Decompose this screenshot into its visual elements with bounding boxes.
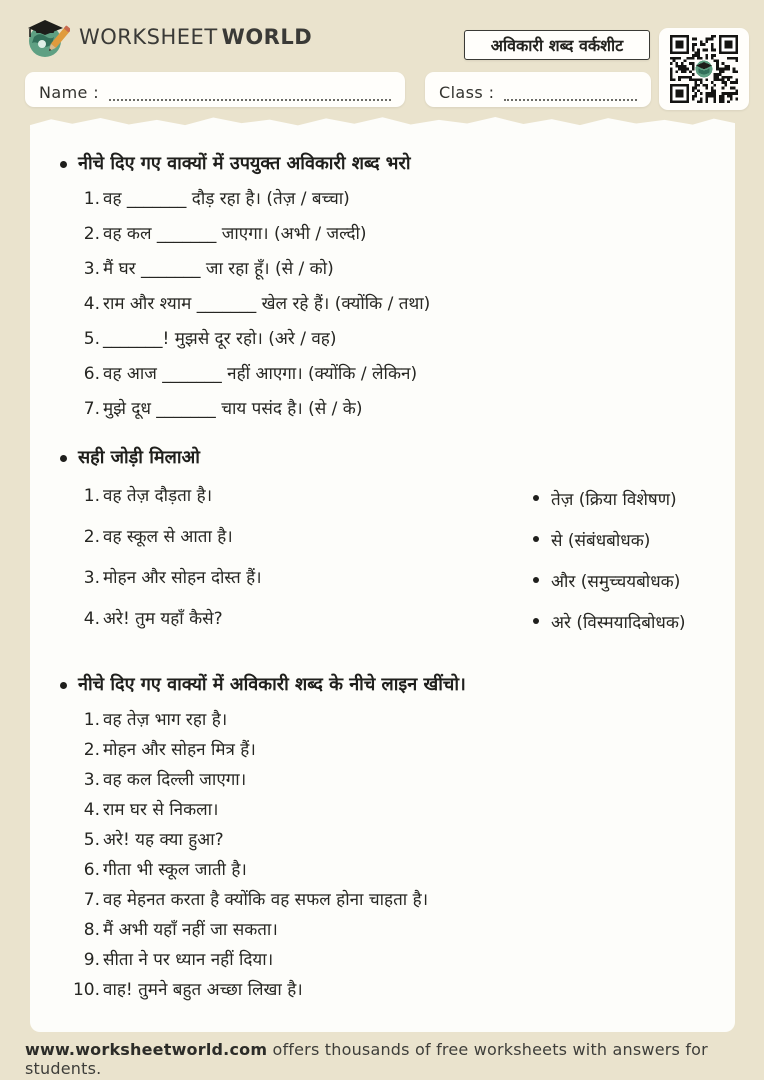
item-number: 3. [83, 259, 100, 279]
brand-word1: WORKSHEET [79, 25, 218, 49]
qr-code-icon [670, 35, 738, 103]
list-item [70, 291, 709, 326]
footer-text: offers thousands of free worksheets with answers for students. [25, 1040, 708, 1078]
item-text: अरे (विस्मयादिबोधक) [551, 612, 686, 633]
item-number: 2. [83, 740, 100, 760]
item-text: और (समुच्चयबोधक) [551, 571, 681, 592]
item-text: राम और श्याम _______ खेल रहे हैं। (क्योंकि / तथा) [103, 294, 431, 314]
bullet-icon [60, 455, 67, 462]
list-item [70, 947, 709, 977]
section-1-items [70, 186, 709, 431]
brand-name [79, 25, 312, 49]
qr-code [659, 28, 749, 110]
item-text: सीता ने पर ध्यान नहीं दिया। [103, 950, 274, 970]
item-text: वह आज _______ नहीं आएगा। (क्योंकि / लेकिन) [103, 364, 418, 384]
item-number: 3. [83, 770, 100, 790]
item-number: 1. [83, 710, 100, 730]
list-item [70, 256, 709, 291]
section-3-head [60, 672, 709, 698]
match-left-item [70, 483, 533, 506]
item-number: 9. [83, 950, 100, 970]
worksheetworld-logo-icon [22, 13, 70, 61]
item-text: से (संबंधबोधक) [551, 530, 651, 551]
item-number: 5. [83, 329, 100, 349]
list-item [70, 767, 709, 797]
item-text: वह मेहनत करता है क्योंकि वह सफल होना चाहता है। [103, 890, 429, 910]
name-input-line[interactable] [109, 97, 391, 101]
section-2-head [60, 445, 709, 471]
section-match-pairs [60, 445, 709, 647]
item-number: 1. [83, 189, 100, 209]
list-item [70, 707, 709, 737]
list-item [70, 857, 709, 887]
item-text: अरे! तुम यहाँ कैसे? [103, 609, 223, 629]
footer-site-link[interactable]: www.worksheetworld.com [25, 1040, 268, 1059]
item-text: मोहन और सोहन दोस्त हैं। [103, 568, 262, 588]
list-item [70, 361, 709, 396]
item-text: वह कल दिल्ली जाएगा। [103, 770, 247, 790]
item-text: मोहन और सोहन मित्र हैं। [103, 740, 256, 760]
bullet-icon [60, 161, 67, 168]
section-1-head [60, 151, 709, 177]
item-number: 8. [83, 920, 100, 940]
match-right-item [533, 569, 680, 592]
item-number: 7. [83, 890, 100, 910]
section-underline-words [60, 672, 709, 1007]
bullet-icon [60, 682, 67, 689]
list-item [70, 737, 709, 767]
item-number: 4. [83, 609, 100, 629]
item-text: वह तेज़ दौड़ता है। [103, 486, 213, 506]
item-number: 4. [83, 294, 100, 314]
match-right-item [533, 610, 686, 633]
item-number: 5. [83, 830, 100, 850]
item-text: वाह! तुमने बहुत अच्छा लिखा है। [103, 980, 303, 1000]
list-item [70, 827, 709, 857]
bullet-icon [533, 536, 539, 542]
item-text: वह कल _______ जाएगा। (अभी / जल्दी) [103, 224, 367, 244]
item-number: 6. [83, 364, 100, 384]
list-item [70, 887, 709, 917]
bullet-icon [533, 495, 539, 501]
class-input-line[interactable] [504, 97, 637, 101]
item-number: 1. [83, 486, 100, 506]
item-text: मैं अभी यहाँ नहीं जा सकता। [103, 920, 278, 940]
section-fill-blanks [60, 151, 709, 431]
list-item [70, 977, 709, 1007]
match-row [60, 565, 709, 606]
item-text: वह तेज़ भाग रहा है। [103, 710, 228, 730]
list-item [70, 326, 709, 361]
name-field [25, 72, 405, 107]
item-number: 2. [83, 224, 100, 244]
list-item [70, 186, 709, 221]
item-text: गीता भी स्कूल जाती है। [103, 860, 247, 880]
brand [22, 13, 312, 61]
match-right-item [533, 487, 677, 510]
bullet-icon [533, 618, 539, 624]
list-item [70, 396, 709, 431]
section-2-heading: सही जोड़ी मिलाओ [78, 447, 200, 468]
item-text: वह _______ दौड़ रहा है। (तेज़ / बच्चा) [103, 189, 350, 209]
match-row [60, 606, 709, 647]
item-number: 6. [83, 860, 100, 880]
item-number: 10. [72, 980, 100, 1000]
item-text: मैं घर _______ जा रहा हूँ। (से / को) [103, 259, 334, 279]
item-text: अरे! यह क्या हुआ? [103, 830, 224, 850]
list-item [70, 797, 709, 827]
item-text: मुझे दूध _______ चाय पसंद है। (से / के) [103, 399, 363, 419]
match-rows [60, 483, 709, 647]
item-number: 3. [83, 568, 100, 588]
worksheet-card [30, 128, 735, 1032]
class-label: Class : [439, 83, 495, 102]
name-label: Name : [39, 83, 100, 102]
class-field [425, 72, 651, 107]
worksheet-title: अविकारी शब्द वर्कशीट [464, 30, 650, 60]
footer [25, 1040, 764, 1078]
item-number: 2. [83, 527, 100, 547]
bullet-icon [533, 577, 539, 583]
item-text: राम घर से निकला। [103, 800, 219, 820]
match-row [60, 483, 709, 524]
match-row [60, 524, 709, 565]
match-left-item [70, 524, 533, 547]
section-1-heading: नीचे दिए गए वाक्यों में उपयुक्त अविकारी शब्द भरो [78, 153, 411, 174]
item-number: 7. [83, 399, 100, 419]
item-number: 4. [83, 800, 100, 820]
item-text: वह स्कूल से आता है। [103, 527, 233, 547]
match-left-item [70, 565, 533, 588]
item-text: तेज़ (क्रिया विशेषण) [551, 489, 677, 510]
list-item [70, 917, 709, 947]
list-item [70, 221, 709, 256]
match-left-item [70, 606, 533, 629]
match-right-item [533, 528, 650, 551]
section-3-items [70, 707, 709, 1007]
item-text: _______! मुझसे दूर रहो। (अरे / वह) [103, 329, 337, 349]
section-3-heading: नीचे दिए गए वाक्यों में अविकारी शब्द के नीचे लाइन खींचो। [78, 674, 466, 695]
brand-word2: WORLD [221, 25, 313, 49]
